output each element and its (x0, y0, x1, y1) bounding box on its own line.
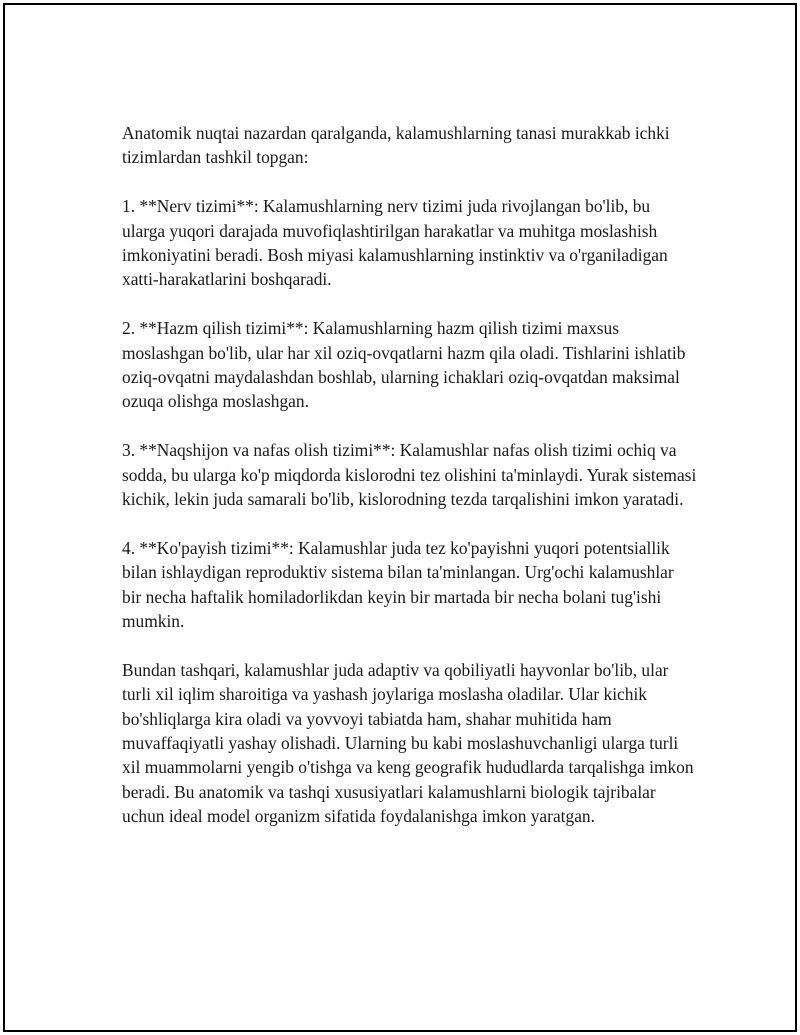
intro-paragraph: Anatomik nuqtai nazardan qaralganda, kalamushlarning tanasi murakkab ichki tizimlardan tashkil topgan: (122, 123, 670, 168)
document-body (122, 121, 697, 829)
conclusion-paragraph: Bundan tashqari, kalamushlar juda adaptiv va qobiliyatli hayvonlar bo'lib, ular turli xil iqlim sharoitiga va yashash joylariga moslasha oladilar. Ular kichik bo'shliqlarga kira oladi va yovvoyi tabiatda ham, shahar muhitida ham muvaffaqiyatli yashay olishadi. Ularning bu kabi moslashuvchanligi ularga turli xil muammolarni yengib o'tishga va keng geografik hududlarda tarqalishga imkon beradi. Bu anatomik va tashqi xususiyatlari kalamushlarni biologik tajribalar uchun ideal model organizm sifatida foydalanishga imkon yaratgan. (122, 659, 694, 827)
reproductive-system-paragraph: 4. **Ko'payish tizimi**: Kalamushlar juda tez ko'payishni yuqori potentsiallik bilan ishlaydigan reproduktiv sistema bilan ta'minlangan. Urg'ochi kalamushlar bir necha haftalik homiladorlikdan keyin bir martada bir necha bolani tug'ishi mumkin. (122, 537, 674, 632)
page-frame (3, 3, 797, 1032)
digestive-system-paragraph: 2. **Hazm qilish tizimi**: Kalamushlarning hazm qilish tizimi maxsus moslashgan bo'lib, ular har xil oziq-ovqatlarni hazm qila oladi. Tishlarini ishlatib oziq-ovqatni maydalashdan boshlab, ularning ichaklari oziq-ovqatdan maksimal ozuqa olishga moslashgan. (122, 318, 686, 412)
nervous-system-paragraph: 1. **Nerv tizimi**: Kalamushlarning nerv tizimi juda rivojlangan bo'lib, bu ularga yuqori darajada muvofiqlashtirilgan harakatlar va muhitga moslashish imkoniyatini beradi. Bosh miyasi kalamushlarning instinktiv va o'rganiladigan xatti-harakatlarini boshqaradi. (122, 196, 668, 290)
respiratory-system-paragraph: 3. **Naqshijon va nafas olish tizimi**: Kalamushlar nafas olish tizimi ochiq va sodda, bu ularga ko'p miqdorda kislorodni tez olishini ta'minlaydi. Yurak sistemasi kichik, lekin juda samarali bo'lib, kislorodning tezda tarqalishini imkon yaratadi. (122, 440, 697, 510)
